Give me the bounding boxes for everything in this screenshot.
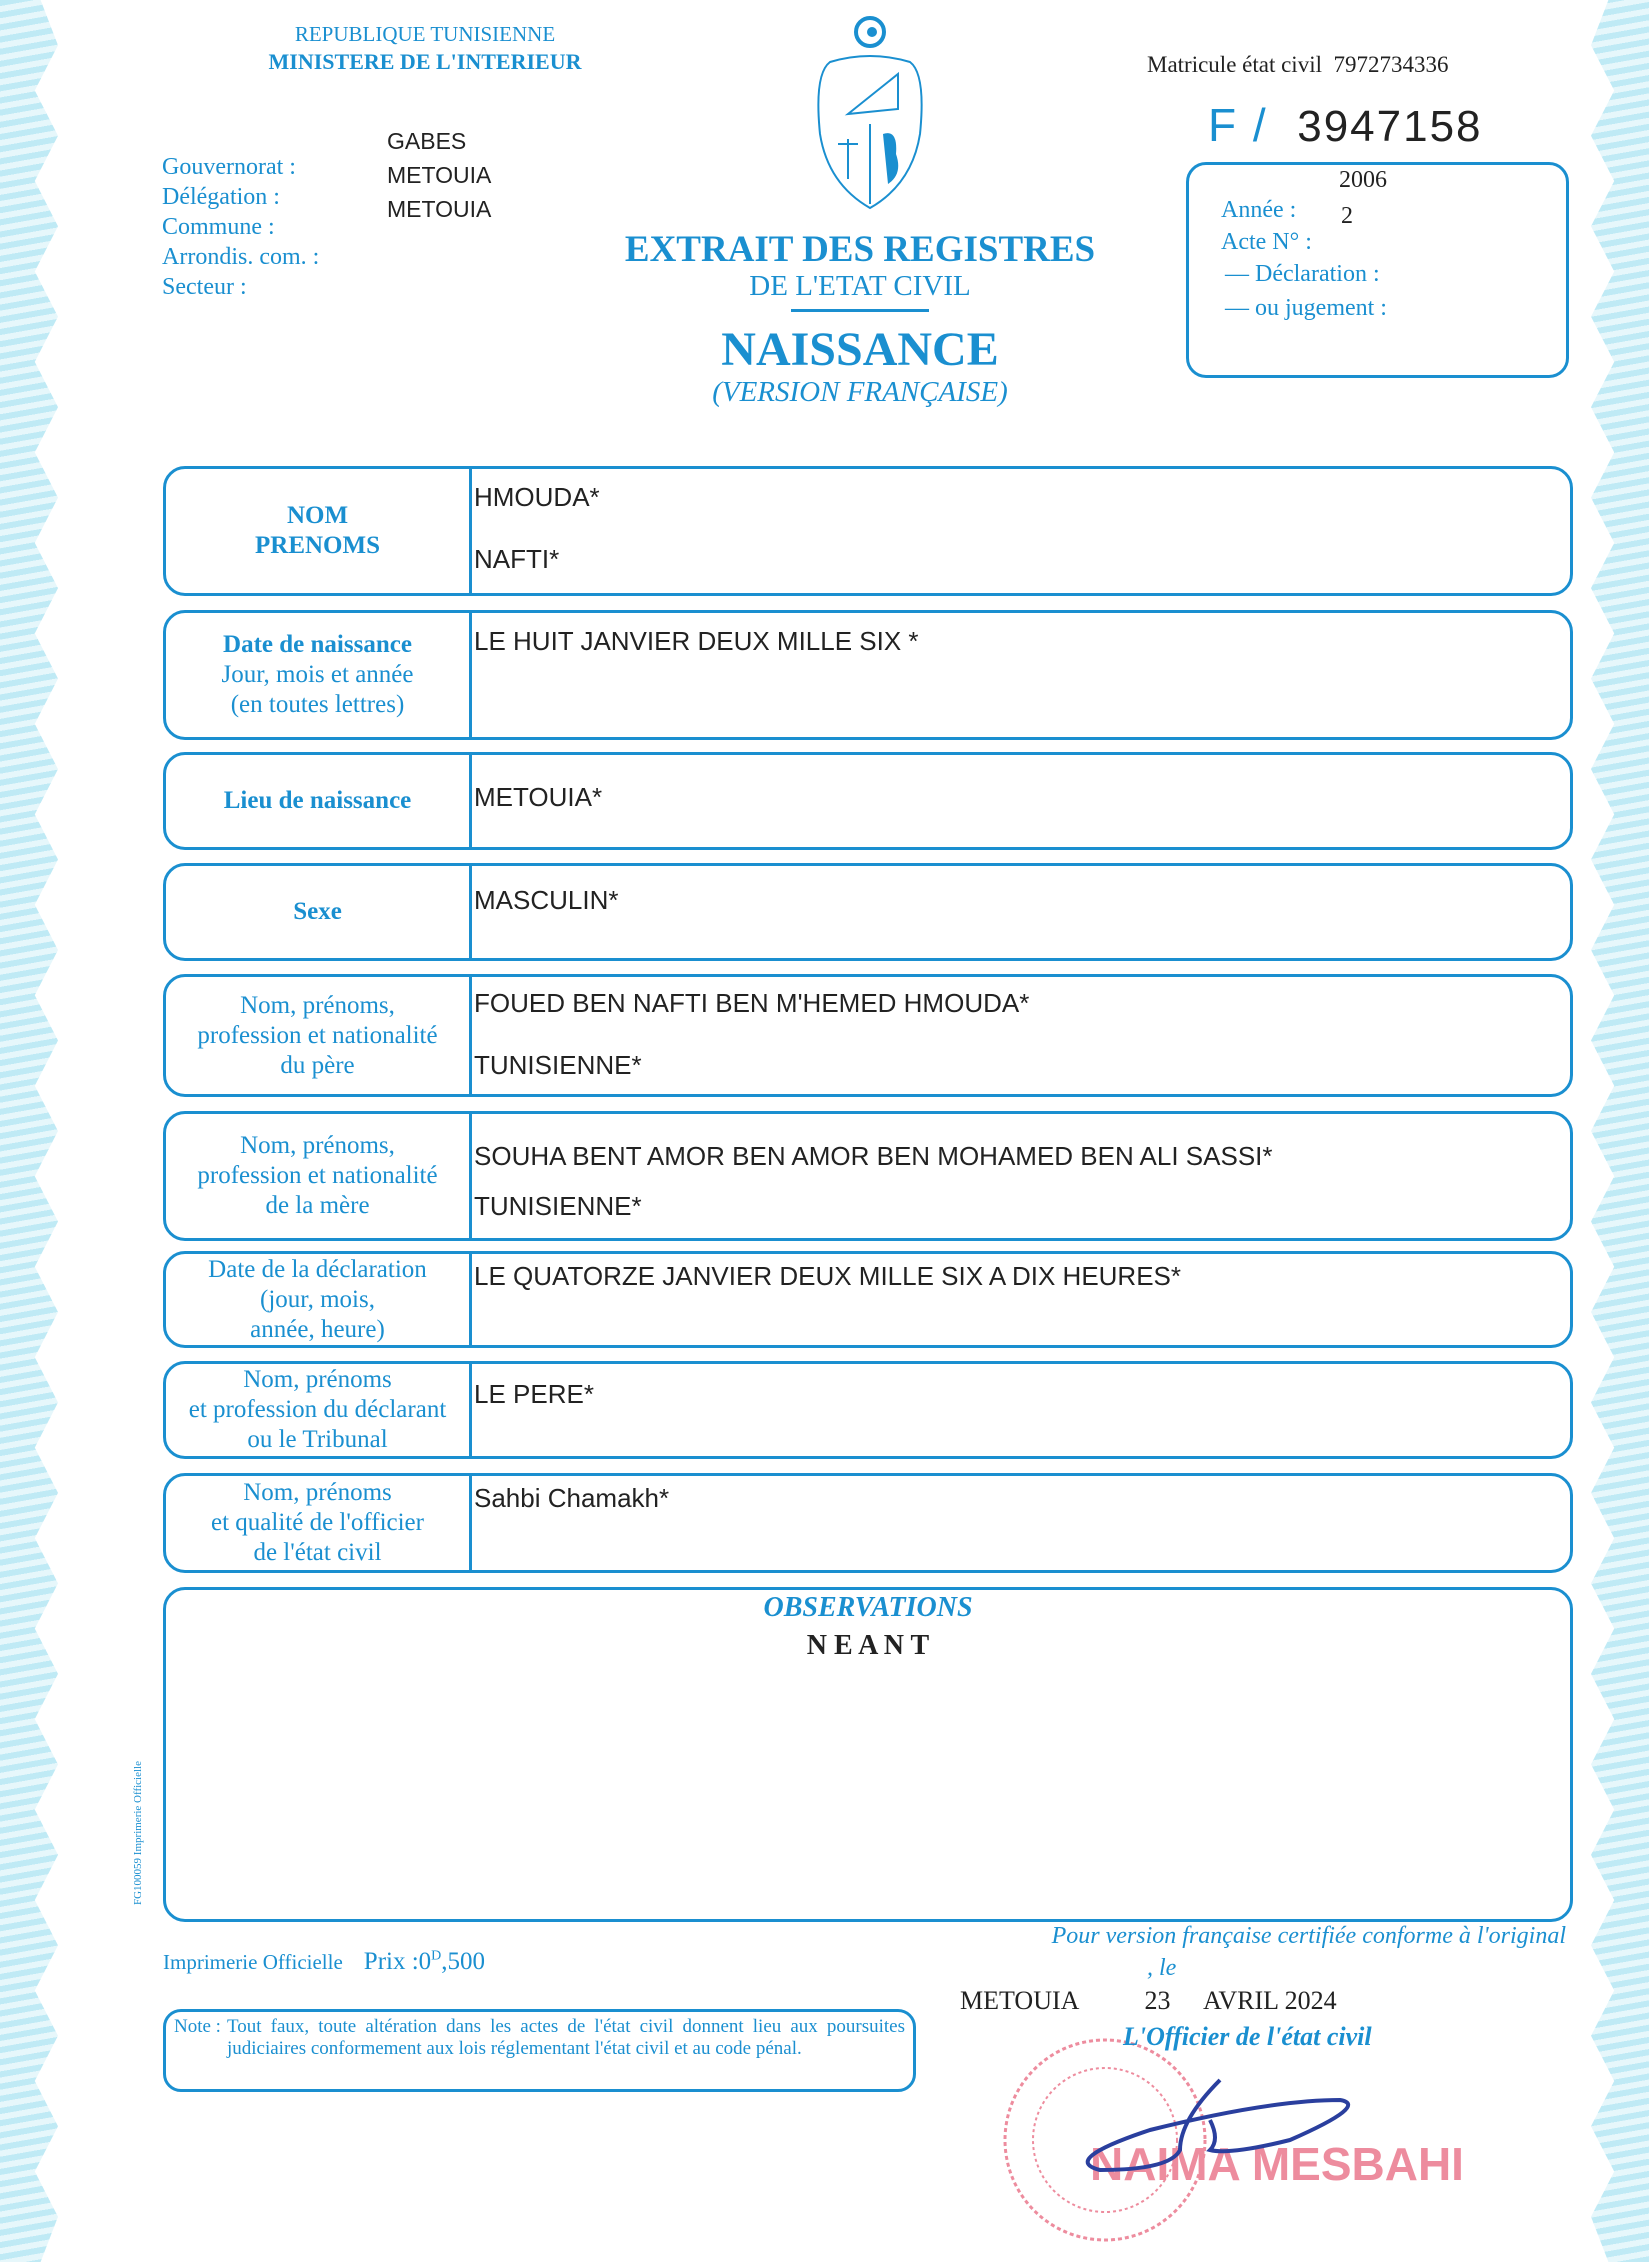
value-gouvernorat: GABES [387,128,467,154]
label-line: profession et nationalité [197,1162,438,1189]
value-lieu-naissance: METOUIA* [474,782,603,812]
label-gouvernorat: Gouvernorat : [162,154,296,180]
title-divider [791,309,929,312]
note-text: Tout faux, toute altération dans les actes de l'état civil donnent lieu aux poursuites judiciaires conformement aux lois réglementant l'état civil et au code pénal. [226,2016,905,2059]
label-line: et profession du déclarant [188,1396,447,1423]
location-labels [162,152,319,302]
annee-label: Année : [1221,197,1297,223]
title-extrait: EXTRAIT DES REGISTRES [624,229,1096,270]
value-delegation: METOUIA [387,162,492,188]
label-line: Nom, prénoms [243,1366,392,1393]
label-arrondissement: Arrondis. com. : [162,244,320,270]
date-le: , le [1147,1955,1177,1981]
label-secteur: Secteur : [162,274,247,300]
side-print-label: FG100059 Imprimerie Officielle [132,1761,144,1905]
acte-label: Acte N° : [1221,229,1312,255]
row-date-naissance [163,610,1573,740]
day-value: 23 [1144,1986,1171,2015]
title-naissance: NAISSANCE [721,323,999,376]
acte-box [1186,162,1569,378]
label-prenoms: PRENOMS [255,532,380,559]
tunisia-coat-of-arms-icon [808,14,933,210]
value-pere-nationalite: TUNISIENNE* [474,1050,642,1080]
label-line: Nom, prénoms, [240,991,395,1019]
title-etat-civil: DE L'ETAT CIVIL [749,270,971,302]
label-line: de l'état civil [253,1539,382,1566]
decorative-border-right [1591,0,1649,2262]
officer-title: L'Officier de l'état civil [1123,2022,1372,2051]
note-label: Note : [174,2016,221,2037]
row-lieu-naissance [163,752,1573,850]
row-date-declaration [163,1251,1573,1348]
label-nom: NOM [286,502,349,529]
label-commune: Commune : [162,214,275,240]
label-line: (jour, mois, [260,1285,375,1313]
label-line: ou le Tribunal [247,1426,388,1453]
price-label: Prix :0 [363,1948,432,1975]
value-declarant: LE PERE* [474,1379,594,1409]
place-value: METOUIA [960,1986,1078,2015]
value-officier: Sahbi Chamakh* [474,1483,670,1513]
value-sexe: MASCULIN* [474,885,619,915]
price-value: ,500 [441,1948,486,1975]
label-line: Date de la déclaration [208,1255,427,1283]
jugement-label: — ou jugement : [1225,295,1387,321]
label-line: (en toutes lettres) [230,691,405,718]
serial-prefix: F / [1208,99,1268,151]
decorative-border-left [0,0,58,2262]
value-nom: HMOUDA* [474,482,600,512]
label-date-naissance: Date de naissance [223,631,412,658]
label-line: Nom, prénoms [243,1479,392,1506]
title-version: (VERSION FRANÇAISE) [712,376,1008,408]
matricule-label: Matricule état civil [1147,52,1322,77]
label-line: profession et nationalité [197,1021,438,1049]
signature-icon [1070,2060,1370,2190]
label-line: année, heure) [250,1315,385,1343]
value-date-naissance: LE HUIT JANVIER DEUX MILLE SIX * [474,626,919,656]
label-line: Nom, prénoms, [240,1132,395,1159]
label-sexe: Sexe [293,898,342,925]
stamp-name: NAIMA MESBAHI [1090,2138,1464,2190]
row-sexe [163,863,1573,961]
row-nom-prenoms [163,466,1573,596]
row-officier [163,1473,1573,1573]
observations-box [163,1587,1573,1922]
year-value: 2006 [1339,167,1387,193]
row-mere [163,1111,1573,1241]
row-pere [163,974,1573,1097]
observations-value: N E A N T [806,1630,930,1661]
value-commune: METOUIA [387,196,492,222]
value-mere: SOUHA BENT AMOR BEN AMOR BEN MOHAMED BEN ALI SASSI* [474,1141,1273,1171]
label-line: Jour, mois et année [221,661,414,688]
declaration-label: — Déclaration : [1225,261,1380,287]
label-line: de la mère [265,1192,370,1219]
value-pere: FOUED BEN NAFTI BEN M'HEMED HMOUDA* [474,988,1030,1018]
ministry-label: MINISTERE DE L'INTERIEUR [268,49,582,74]
label-line: et qualité de l'officier [211,1509,424,1536]
republic-label: REPUBLIQUE TUNISIENNE [294,22,556,46]
label-delegation: Délégation : [162,184,280,210]
matricule-value: 7972734336 [1333,52,1449,77]
location-values [387,124,491,226]
value-prenoms: NAFTI* [474,544,560,574]
acte-value: 2 [1341,203,1353,229]
serial-number: 3947158 [1297,102,1483,151]
label-lieu-naissance: Lieu de naissance [223,787,412,814]
month-year-value: AVRIL 2024 [1202,1986,1337,2015]
note-box [163,2009,916,2092]
value-date-declaration: LE QUATORZE JANVIER DEUX MILLE SIX A DIX HEURES* [474,1261,1182,1291]
printer-label: Imprimerie Officielle [163,1950,343,1974]
observations-label: OBSERVATIONS [763,1592,973,1623]
row-declarant [163,1361,1573,1459]
label-line: du père [280,1051,355,1079]
price-currency: D [431,1948,442,1964]
value-mere-nationalite: TUNISIENNE* [474,1191,642,1221]
certified-text: Pour version française certifiée conforme à l'original [1051,1923,1566,1949]
